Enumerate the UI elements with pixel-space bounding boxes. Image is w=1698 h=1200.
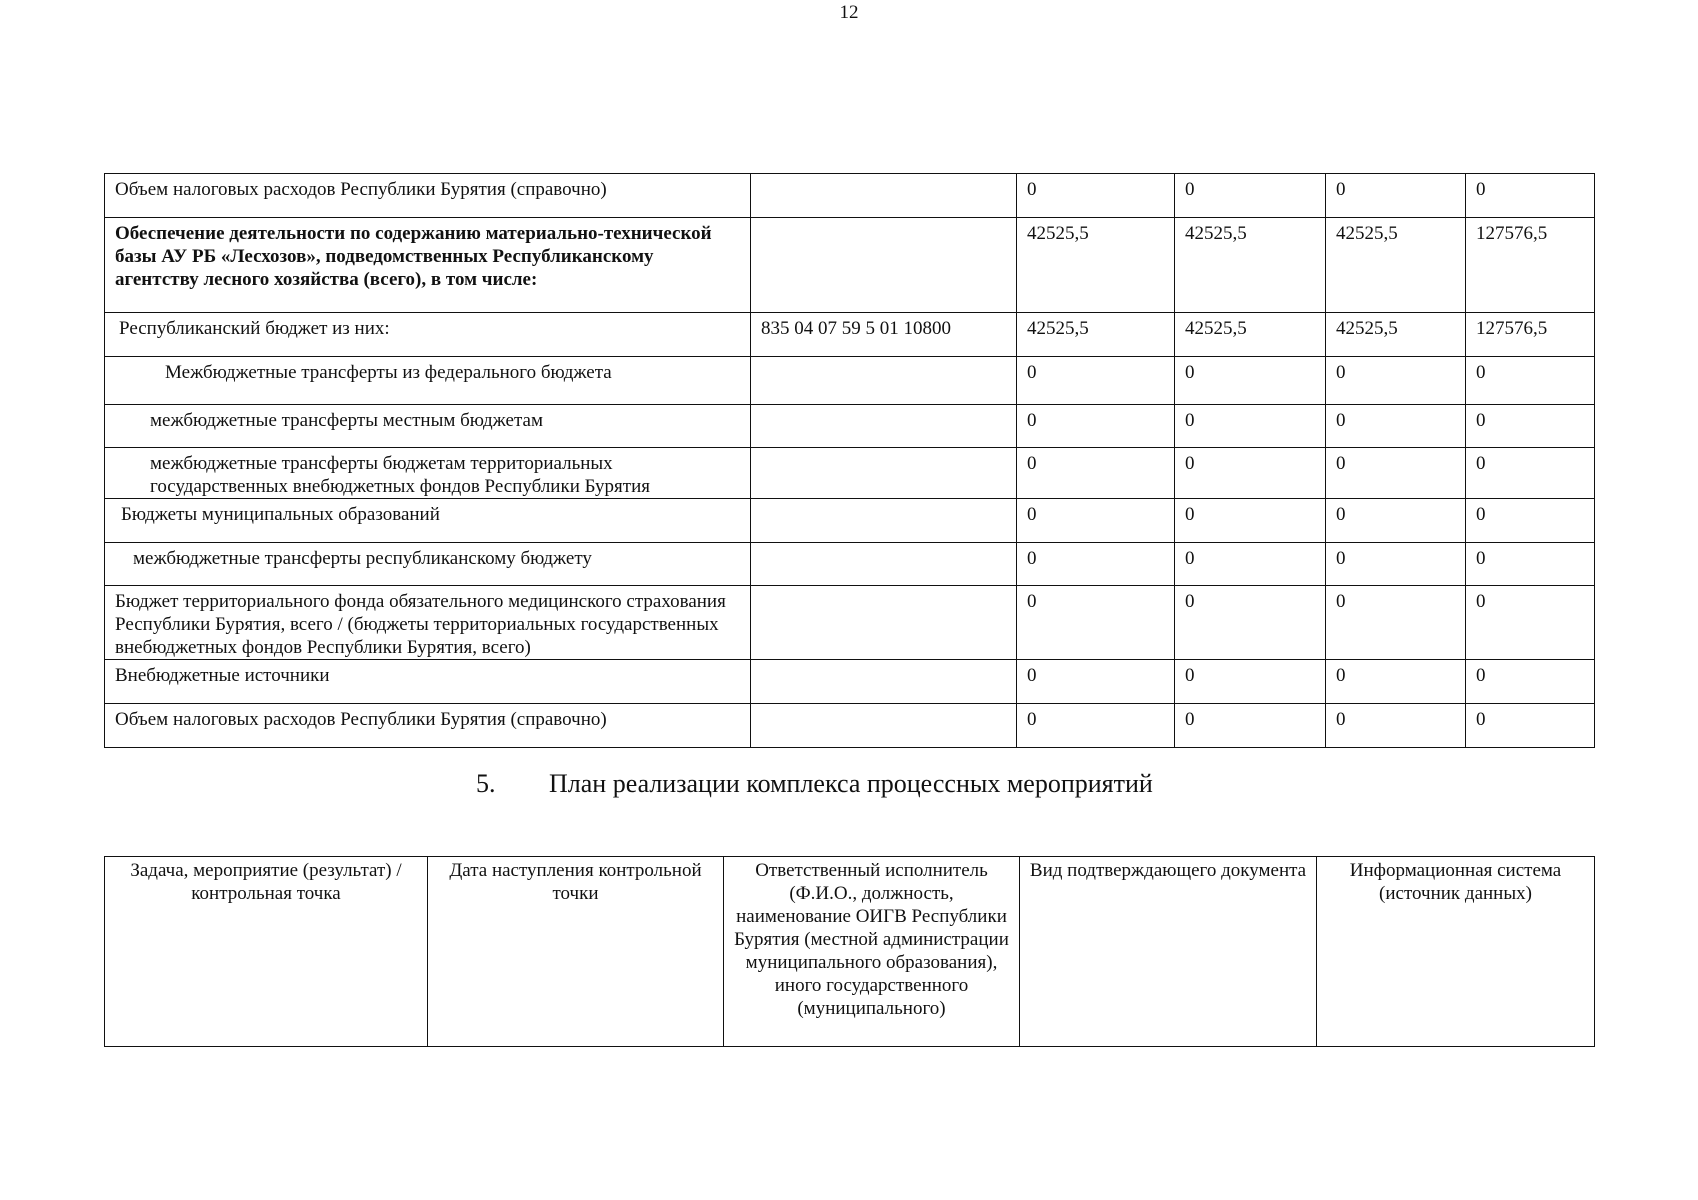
budget-value-cell: 0 [1017,499,1175,543]
section-number: 5. [476,769,496,798]
plan-header-row [105,857,1595,1047]
budget-value-cell: 0 [1017,543,1175,586]
budget-row-code [751,543,1017,586]
budget-row-label: Бюджет территориального фонда обязательного медицинского страхования Республики Бурятия, всего / (бюджеты территориальных государственных внебюджетных фондов Республики Бурятия, всего) [105,586,751,660]
budget-row-code [751,174,1017,218]
plan-header-cell: Дата наступления контрольной точки [428,857,724,1047]
budget-row-label: Межбюджетные трансферты из федерального бюджета [105,357,751,405]
budget-row-label: межбюджетные трансферты местным бюджетам [105,405,751,448]
budget-value-cell: 0 [1017,405,1175,448]
budget-value-cell: 0 [1326,586,1466,660]
page-number: 12 [839,2,859,23]
budget-value-cell: 0 [1175,499,1326,543]
budget-value-cell: 0 [1326,660,1466,704]
budget-value-cell: 0 [1466,543,1595,586]
section-title: План реализации комплекса процессных мероприятий [549,769,1153,798]
budget-table [104,173,1595,748]
budget-value-cell: 0 [1017,586,1175,660]
budget-row-label: Республиканский бюджет из них: [105,313,751,357]
plan-header-cell: Информационная система (источник данных) [1317,857,1595,1047]
budget-row [105,357,1595,405]
budget-value-cell: 0 [1326,543,1466,586]
budget-row-label: Объем налоговых расходов Республики Бурятия (справочно) [105,704,751,748]
budget-value-cell: 42525,5 [1175,313,1326,357]
budget-row [105,660,1595,704]
budget-value-cell: 0 [1466,499,1595,543]
plan-header-cell: Вид подтверждающего документа [1020,857,1317,1047]
budget-value-cell: 0 [1326,499,1466,543]
budget-value-cell: 0 [1017,174,1175,218]
budget-value-cell: 0 [1017,660,1175,704]
budget-row [105,543,1595,586]
budget-value-cell: 0 [1466,405,1595,448]
budget-value-cell: 0 [1466,660,1595,704]
plan-header-cell: Задача, мероприятие (результат) / контрольная точка [105,857,428,1047]
budget-value-cell: 0 [1175,704,1326,748]
budget-value-cell: 0 [1326,704,1466,748]
budget-value-cell: 0 [1017,357,1175,405]
budget-value-cell: 42525,5 [1017,313,1175,357]
budget-value-cell: 0 [1017,448,1175,499]
budget-value-cell: 0 [1466,357,1595,405]
budget-value-cell: 0 [1175,543,1326,586]
budget-value-cell: 0 [1175,448,1326,499]
budget-row-label: Бюджеты муниципальных образований [105,499,751,543]
budget-value-cell: 0 [1466,448,1595,499]
budget-value-cell: 42525,5 [1326,218,1466,313]
budget-row-label: Объем налоговых расходов Республики Бурятия (справочно) [105,174,751,218]
budget-value-cell: 127576,5 [1466,313,1595,357]
budget-value-cell: 0 [1326,448,1466,499]
budget-row [105,218,1595,313]
budget-value-cell: 0 [1175,405,1326,448]
budget-value-cell: 0 [1326,357,1466,405]
budget-row-label: Обеспечение деятельности по содержанию материально-технической базы АУ РБ «Лесхозов», подведомственных Республиканскому агентству лесного хозяйства (всего), в том числе: [105,218,751,313]
budget-row-code [751,448,1017,499]
plan-header-cell: Ответственный исполнитель (Ф.И.О., должность, наименование ОИГВ Республики Бурятия (местной администрации муниципального образования), иного государственного (муниципального) [724,857,1020,1047]
budget-value-cell: 0 [1466,586,1595,660]
budget-value-cell: 42525,5 [1326,313,1466,357]
budget-value-cell: 0 [1175,174,1326,218]
budget-row-code [751,218,1017,313]
budget-row [105,313,1595,357]
plan-table [104,856,1595,1047]
budget-value-cell: 0 [1175,660,1326,704]
budget-value-cell: 0 [1466,704,1595,748]
budget-value-cell: 42525,5 [1017,218,1175,313]
budget-row-code [751,499,1017,543]
budget-row-code: 835 04 07 59 5 01 10800 [751,313,1017,357]
budget-value-cell: 42525,5 [1175,218,1326,313]
budget-row-label: межбюджетные трансферты бюджетам территориальных государственных внебюджетных фондов Республики Бурятия [105,448,751,499]
budget-row [105,174,1595,218]
budget-row-code [751,660,1017,704]
budget-row [105,704,1595,748]
budget-row [105,499,1595,543]
budget-row-label: межбюджетные трансферты республиканскому бюджету [105,543,751,586]
budget-row-label: Внебюджетные источники [105,660,751,704]
budget-value-cell: 0 [1326,405,1466,448]
budget-value-cell: 0 [1466,174,1595,218]
budget-value-cell: 0 [1017,704,1175,748]
budget-value-cell: 0 [1326,174,1466,218]
budget-row [105,586,1595,660]
budget-value-cell: 127576,5 [1466,218,1595,313]
budget-row-code [751,405,1017,448]
budget-row-code [751,357,1017,405]
budget-value-cell: 0 [1175,357,1326,405]
budget-row-code [751,586,1017,660]
budget-row [105,405,1595,448]
budget-row-code [751,704,1017,748]
budget-row [105,448,1595,499]
budget-value-cell: 0 [1175,586,1326,660]
